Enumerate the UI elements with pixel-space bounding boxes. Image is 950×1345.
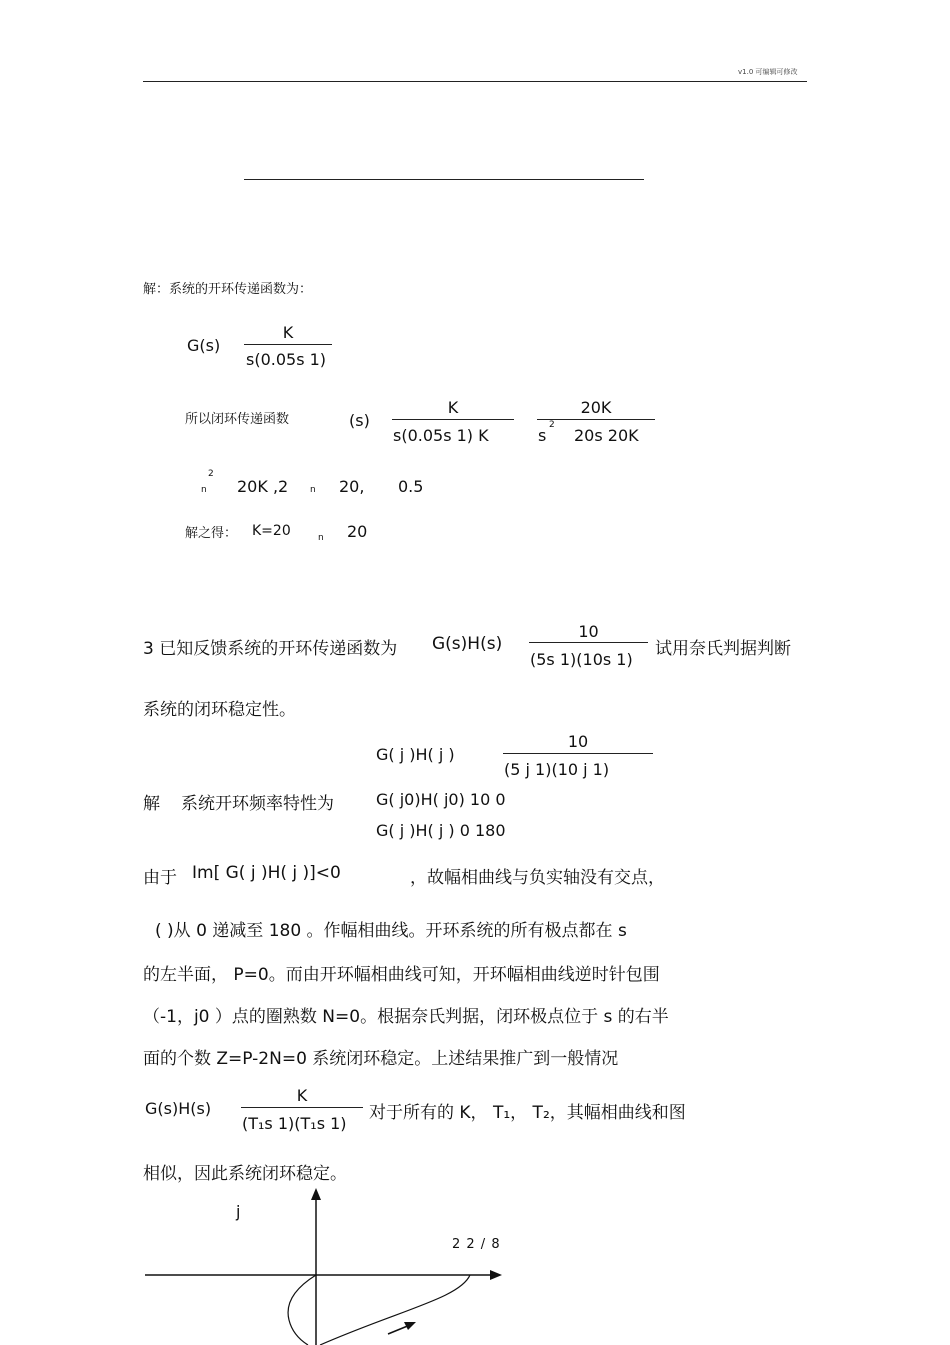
para1-c: ，故幅相曲线与负实轴没有交点， <box>410 868 665 888</box>
para1-a: 由于 <box>143 868 177 888</box>
closed-loop-den-2-s: s <box>538 426 547 445</box>
solution-value: 20 <box>347 522 368 541</box>
solution3-label: 解 <box>143 794 160 814</box>
problem3-lead: 3 已知反馈系统的开环传递函数为 <box>143 639 398 659</box>
solution-n-sub: n <box>318 533 324 543</box>
solution-intro: 解：系统的开环传递函数为： <box>143 282 313 297</box>
general-numerator: K <box>296 1086 308 1105</box>
closed-loop-den-1: s(0.05s 1) K <box>393 426 489 445</box>
para4: （-1，j0 ）点的圈熟数 N=0。根据奈氏判据，闭环极点位于 s 的右半 <box>143 1007 669 1027</box>
closed-loop-den-2-exp: 2 <box>549 420 555 430</box>
eq-text-2: 20, <box>339 477 365 496</box>
omega-n-exp: 2 <box>208 469 214 479</box>
omega-n-sub-2: n <box>310 485 316 495</box>
general-denominator: (T₁s 1)(T₁s 1) <box>242 1114 347 1133</box>
closed-loop-label: 所以闭环传递函数 <box>185 412 290 427</box>
freq-label: 系统开环频率特性为 <box>181 794 334 814</box>
para1-b: Im[ G( j )H( j )]<0 <box>192 863 341 883</box>
freq-line-2: G( j0)H( j0) 10 0 <box>376 790 506 809</box>
eq-text-3: 0.5 <box>398 477 424 496</box>
closed-loop-den-2-rest: 20s 20K <box>574 426 639 445</box>
freq-lhs-1: G( j )H( j ) <box>376 745 455 764</box>
omega-n-sub-1: n <box>201 485 207 495</box>
para2: ( )从 0 递减至 180 。作幅相曲线。开环系统的所有极点都在 s <box>155 921 627 941</box>
freq-line-3: G( j )H( j ) 0 180 <box>376 821 506 840</box>
open-loop-lhs: G(s) <box>187 336 221 355</box>
para3: 的左半面， P=0。而由开环幅相曲线可知，开环幅相曲线逆时针包围 <box>143 965 660 985</box>
closed-loop-lhs: (s) <box>349 411 370 430</box>
problem3-tail: 试用奈氏判据判断 <box>655 639 791 659</box>
open-loop-denominator: s(0.05s 1) <box>246 350 327 369</box>
axis-label-j: j <box>236 1202 241 1221</box>
nyquist-curve <box>320 1275 470 1345</box>
solution-k: K=20 <box>252 523 291 539</box>
freq-denominator: (5 j 1)(10 j 1) <box>504 760 610 779</box>
horizontal-axis-arrow <box>490 1270 502 1280</box>
solution-label: 解之得： <box>185 526 238 541</box>
general-tail: 对于所有的 K， T₁， T₂，其幅相曲线和图 <box>369 1103 686 1123</box>
closed-loop-num-1: K <box>447 398 459 417</box>
problem3-line2: 系统的闭环稳定性。 <box>143 700 296 720</box>
page-number: 2 2 / 8 <box>452 1237 501 1252</box>
problem3-lhs: G(s)H(s) <box>432 634 503 654</box>
para6: 相似，因此系统闭环稳定。 <box>143 1164 347 1184</box>
open-loop-numerator: K <box>282 323 294 342</box>
nyquist-curve-left <box>288 1275 316 1345</box>
general-lhs: G(s)H(s) <box>145 1099 212 1118</box>
para5: 面的个数 Z=P-2N=0 系统闭环稳定。上述结果推广到一般情况 <box>143 1049 619 1069</box>
problem3-denominator: (5s 1)(10s 1) <box>530 650 633 669</box>
vertical-axis-arrow <box>311 1188 321 1200</box>
version-label: v1.0 可编辑可修改 <box>738 68 798 76</box>
closed-loop-num-2: 20K <box>580 398 612 417</box>
eq-text-1: 20K ,2 <box>237 477 289 496</box>
freq-numerator: 10 <box>567 732 589 751</box>
problem3-numerator: 10 <box>578 622 599 641</box>
